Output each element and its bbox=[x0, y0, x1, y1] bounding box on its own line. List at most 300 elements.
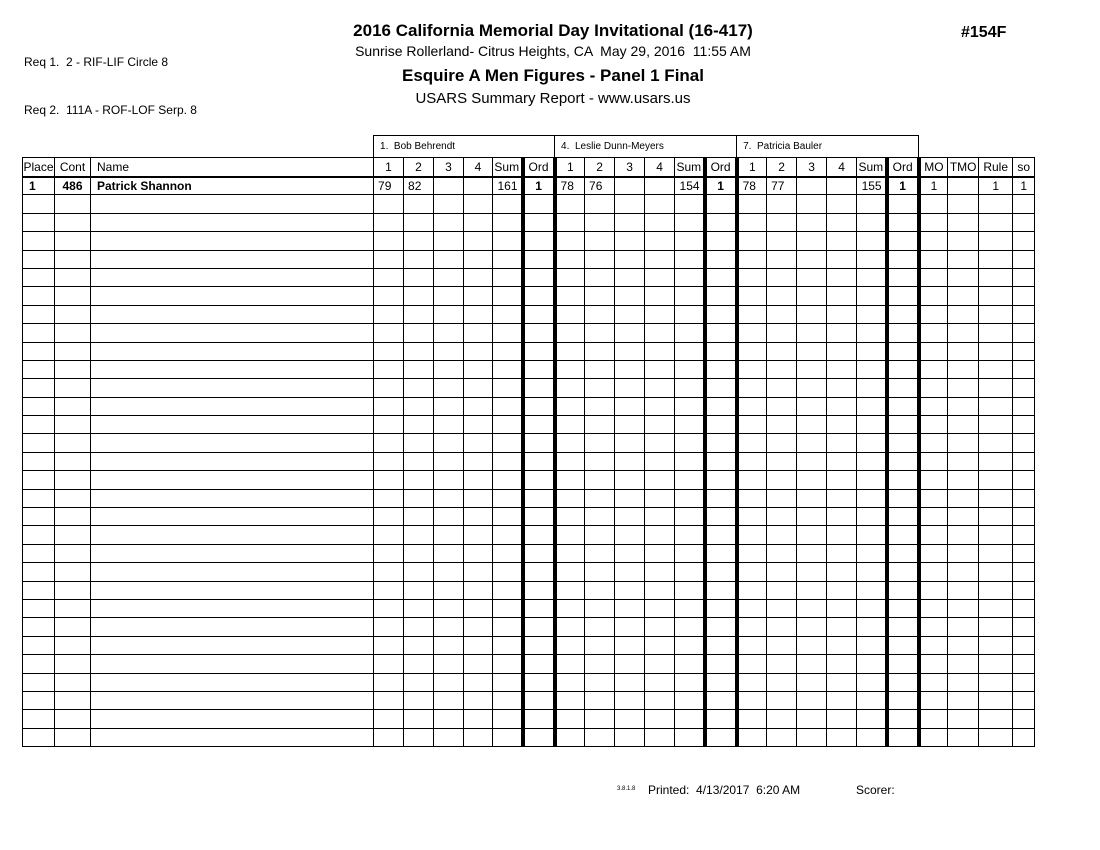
score-cell bbox=[767, 728, 797, 746]
empty-row bbox=[23, 618, 1035, 636]
score-cell bbox=[374, 434, 404, 452]
tmo-cell bbox=[948, 434, 979, 452]
score-cell bbox=[374, 397, 404, 415]
sum-cell bbox=[493, 655, 523, 673]
score-cell bbox=[827, 655, 857, 673]
empty-row bbox=[23, 544, 1035, 562]
event-number: #154F bbox=[961, 24, 1007, 41]
sum-cell bbox=[493, 397, 523, 415]
sum-cell bbox=[857, 397, 887, 415]
mo-cell bbox=[919, 618, 948, 636]
ord-cell bbox=[523, 379, 555, 397]
empty-row bbox=[23, 360, 1035, 378]
rule-cell bbox=[979, 268, 1013, 286]
mo-cell bbox=[919, 195, 948, 213]
name-cell bbox=[91, 360, 374, 378]
sum-cell: 155 bbox=[857, 177, 887, 195]
score-cell bbox=[585, 618, 615, 636]
name-cell bbox=[91, 342, 374, 360]
score-cell bbox=[615, 655, 645, 673]
ord-cell: 1 bbox=[705, 177, 737, 195]
name-cell bbox=[91, 599, 374, 617]
score-cell bbox=[615, 305, 645, 323]
score-cell bbox=[404, 710, 434, 728]
ord-cell bbox=[523, 324, 555, 342]
score-cell bbox=[555, 287, 585, 305]
score-column-header: 4 bbox=[464, 158, 493, 177]
name-cell bbox=[91, 232, 374, 250]
mo-cell bbox=[919, 691, 948, 709]
score-cell bbox=[797, 636, 827, 654]
place-cell bbox=[23, 379, 55, 397]
tmo-cell bbox=[948, 636, 979, 654]
score-cell bbox=[555, 360, 585, 378]
ord-column-header: Ord bbox=[705, 158, 737, 177]
score-cell bbox=[645, 232, 675, 250]
score-cell bbox=[434, 655, 464, 673]
name-cell bbox=[91, 324, 374, 342]
ord-cell bbox=[705, 691, 737, 709]
rule-cell bbox=[979, 250, 1013, 268]
score-cell bbox=[827, 360, 857, 378]
cont-cell bbox=[55, 287, 91, 305]
score-cell bbox=[797, 471, 827, 489]
cont-cell bbox=[55, 636, 91, 654]
so-cell bbox=[1013, 673, 1035, 691]
score-cell bbox=[797, 544, 827, 562]
mo-cell bbox=[919, 544, 948, 562]
score-cell bbox=[434, 416, 464, 434]
score-cell bbox=[404, 287, 434, 305]
score-cell bbox=[555, 710, 585, 728]
rule-cell bbox=[979, 655, 1013, 673]
ord-cell bbox=[887, 379, 919, 397]
score-cell bbox=[645, 728, 675, 746]
sum-cell bbox=[675, 452, 705, 470]
ord-cell bbox=[887, 397, 919, 415]
sum-cell bbox=[493, 489, 523, 507]
score-cell bbox=[585, 728, 615, 746]
ord-cell bbox=[705, 636, 737, 654]
sum-cell bbox=[493, 599, 523, 617]
score-cell bbox=[827, 710, 857, 728]
score-cell bbox=[555, 691, 585, 709]
score-cell bbox=[374, 342, 404, 360]
so-cell bbox=[1013, 563, 1035, 581]
score-cell bbox=[555, 728, 585, 746]
mo-cell bbox=[919, 379, 948, 397]
name-cell bbox=[91, 434, 374, 452]
rule-cell bbox=[979, 287, 1013, 305]
score-cell bbox=[585, 324, 615, 342]
score-cell bbox=[434, 489, 464, 507]
score-cell bbox=[464, 508, 493, 526]
score-cell bbox=[374, 379, 404, 397]
tmo-cell bbox=[948, 268, 979, 286]
tmo-cell bbox=[948, 710, 979, 728]
so-cell bbox=[1013, 471, 1035, 489]
place-cell bbox=[23, 636, 55, 654]
score-cell bbox=[374, 416, 404, 434]
score-cell bbox=[767, 655, 797, 673]
score-cell bbox=[767, 287, 797, 305]
score-cell bbox=[374, 618, 404, 636]
score-cell bbox=[464, 397, 493, 415]
ord-cell bbox=[887, 305, 919, 323]
score-cell bbox=[615, 416, 645, 434]
mo-cell bbox=[919, 416, 948, 434]
score-cell bbox=[404, 581, 434, 599]
score-cell bbox=[737, 397, 767, 415]
tmo-cell bbox=[948, 544, 979, 562]
rule-cell bbox=[979, 563, 1013, 581]
sum-cell bbox=[493, 618, 523, 636]
sum-cell bbox=[857, 710, 887, 728]
score-cell bbox=[434, 434, 464, 452]
empty-row bbox=[23, 379, 1035, 397]
score-cell bbox=[767, 232, 797, 250]
ord-cell: 1 bbox=[887, 177, 919, 195]
place-cell bbox=[23, 324, 55, 342]
ord-cell bbox=[705, 360, 737, 378]
sum-cell: 161 bbox=[493, 177, 523, 195]
score-cell bbox=[404, 342, 434, 360]
score-cell bbox=[645, 618, 675, 636]
ord-cell bbox=[887, 489, 919, 507]
score-cell bbox=[585, 673, 615, 691]
score-cell bbox=[464, 563, 493, 581]
score-cell: 76 bbox=[585, 177, 615, 195]
ord-cell bbox=[523, 434, 555, 452]
cont-cell bbox=[55, 728, 91, 746]
score-cell bbox=[645, 581, 675, 599]
score-cell bbox=[434, 195, 464, 213]
name-cell bbox=[91, 691, 374, 709]
rule-cell bbox=[979, 379, 1013, 397]
score-cell bbox=[404, 471, 434, 489]
score-cell bbox=[797, 379, 827, 397]
score-cell bbox=[737, 710, 767, 728]
score-cell bbox=[827, 416, 857, 434]
score-cell bbox=[404, 397, 434, 415]
so-cell bbox=[1013, 599, 1035, 617]
mo-cell bbox=[919, 508, 948, 526]
sum-cell bbox=[857, 305, 887, 323]
judge-group-header: 7. Patricia Bauler bbox=[737, 136, 919, 158]
sum-cell bbox=[857, 250, 887, 268]
score-cell bbox=[585, 434, 615, 452]
place-cell bbox=[23, 673, 55, 691]
score-cell bbox=[374, 544, 404, 562]
tmo-cell bbox=[948, 452, 979, 470]
place-cell bbox=[23, 563, 55, 581]
ord-cell bbox=[523, 305, 555, 323]
sum-cell bbox=[493, 563, 523, 581]
place-cell bbox=[23, 489, 55, 507]
score-cell bbox=[464, 544, 493, 562]
score-cell bbox=[827, 397, 857, 415]
score-cell bbox=[374, 360, 404, 378]
tmo-cell bbox=[948, 379, 979, 397]
empty-row bbox=[23, 728, 1035, 746]
score-cell bbox=[555, 434, 585, 452]
ord-cell bbox=[705, 655, 737, 673]
score-cell bbox=[615, 434, 645, 452]
score-cell bbox=[555, 526, 585, 544]
name-cell bbox=[91, 268, 374, 286]
score-cell bbox=[767, 691, 797, 709]
ord-cell bbox=[705, 305, 737, 323]
score-cell bbox=[827, 728, 857, 746]
cont-cell bbox=[55, 508, 91, 526]
cont-cell bbox=[55, 581, 91, 599]
sum-cell bbox=[493, 581, 523, 599]
ord-cell bbox=[523, 489, 555, 507]
cont-cell bbox=[55, 379, 91, 397]
rule-cell bbox=[979, 232, 1013, 250]
mo-cell bbox=[919, 287, 948, 305]
cont-cell bbox=[55, 544, 91, 562]
rule-cell bbox=[979, 489, 1013, 507]
empty-row bbox=[23, 599, 1035, 617]
score-cell bbox=[645, 305, 675, 323]
score-cell bbox=[737, 416, 767, 434]
score-column-header: 2 bbox=[585, 158, 615, 177]
ord-cell bbox=[523, 342, 555, 360]
sum-cell bbox=[675, 508, 705, 526]
score-cell bbox=[434, 471, 464, 489]
so-cell bbox=[1013, 342, 1035, 360]
score-cell bbox=[827, 471, 857, 489]
sum-cell bbox=[675, 379, 705, 397]
tmo-cell bbox=[948, 250, 979, 268]
score-cell bbox=[585, 471, 615, 489]
ord-cell bbox=[887, 599, 919, 617]
sum-cell bbox=[675, 526, 705, 544]
score-cell bbox=[434, 599, 464, 617]
ord-cell bbox=[523, 471, 555, 489]
ord-cell bbox=[523, 710, 555, 728]
ord-cell bbox=[887, 618, 919, 636]
sum-cell bbox=[675, 489, 705, 507]
so-cell bbox=[1013, 489, 1035, 507]
sum-cell bbox=[493, 526, 523, 544]
sum-cell bbox=[493, 728, 523, 746]
mo-cell bbox=[919, 471, 948, 489]
ord-cell bbox=[705, 452, 737, 470]
empty-row bbox=[23, 416, 1035, 434]
score-cell bbox=[404, 728, 434, 746]
score-cell bbox=[797, 563, 827, 581]
cont-cell bbox=[55, 397, 91, 415]
so-cell bbox=[1013, 581, 1035, 599]
score-cell bbox=[827, 563, 857, 581]
score-cell bbox=[797, 581, 827, 599]
sum-cell bbox=[493, 213, 523, 231]
so-cell bbox=[1013, 250, 1035, 268]
empty-row bbox=[23, 636, 1035, 654]
score-cell bbox=[797, 287, 827, 305]
score-cell bbox=[555, 195, 585, 213]
sum-cell bbox=[493, 250, 523, 268]
cont-cell bbox=[55, 452, 91, 470]
score-cell bbox=[827, 599, 857, 617]
ord-cell bbox=[523, 232, 555, 250]
empty-row bbox=[23, 471, 1035, 489]
score-cell bbox=[797, 434, 827, 452]
score-cell bbox=[767, 342, 797, 360]
score-cell bbox=[767, 213, 797, 231]
ord-cell bbox=[705, 434, 737, 452]
score-cell bbox=[434, 360, 464, 378]
sum-cell bbox=[857, 471, 887, 489]
score-cell bbox=[585, 195, 615, 213]
sum-cell bbox=[493, 232, 523, 250]
cont-cell bbox=[55, 710, 91, 728]
name-cell bbox=[91, 544, 374, 562]
sum-cell bbox=[493, 195, 523, 213]
score-cell bbox=[797, 673, 827, 691]
score-cell bbox=[434, 397, 464, 415]
ord-cell bbox=[887, 342, 919, 360]
score-cell bbox=[615, 232, 645, 250]
score-cell bbox=[767, 508, 797, 526]
cont-cell bbox=[55, 250, 91, 268]
title-block bbox=[0, 21, 1100, 107]
score-cell bbox=[797, 728, 827, 746]
score-cell bbox=[797, 397, 827, 415]
empty-row bbox=[23, 232, 1035, 250]
sum-cell bbox=[675, 710, 705, 728]
sum-cell bbox=[675, 232, 705, 250]
place-cell bbox=[23, 691, 55, 709]
score-cell bbox=[404, 324, 434, 342]
mo-cell bbox=[919, 673, 948, 691]
score-cell bbox=[767, 618, 797, 636]
score-cell bbox=[797, 599, 827, 617]
place-cell bbox=[23, 213, 55, 231]
ord-cell bbox=[705, 324, 737, 342]
score-cell bbox=[404, 195, 434, 213]
ord-cell bbox=[705, 195, 737, 213]
score-cell bbox=[645, 636, 675, 654]
judge-group-header: 4. Leslie Dunn-Meyers bbox=[555, 136, 737, 158]
ord-cell bbox=[705, 250, 737, 268]
score-cell bbox=[737, 655, 767, 673]
ord-cell bbox=[887, 213, 919, 231]
score-cell bbox=[827, 489, 857, 507]
score-cell bbox=[555, 452, 585, 470]
ord-cell bbox=[523, 508, 555, 526]
empty-row bbox=[23, 213, 1035, 231]
score-cell bbox=[645, 434, 675, 452]
score-cell: 78 bbox=[737, 177, 767, 195]
name-cell bbox=[91, 250, 374, 268]
place-cell bbox=[23, 360, 55, 378]
score-cell bbox=[374, 287, 404, 305]
empty-row bbox=[23, 563, 1035, 581]
score-cell bbox=[827, 379, 857, 397]
score-cell bbox=[555, 581, 585, 599]
score-cell bbox=[555, 636, 585, 654]
name-cell bbox=[91, 213, 374, 231]
score-cell bbox=[645, 471, 675, 489]
sum-cell bbox=[675, 544, 705, 562]
score-column-header: 1 bbox=[374, 158, 404, 177]
band-spacer-left bbox=[23, 136, 374, 158]
tmo-cell bbox=[948, 287, 979, 305]
mo-cell bbox=[919, 268, 948, 286]
sum-cell bbox=[493, 268, 523, 286]
cont-cell bbox=[55, 434, 91, 452]
cont-column-header: Cont bbox=[55, 158, 91, 177]
empty-row bbox=[23, 489, 1035, 507]
score-cell bbox=[374, 452, 404, 470]
ord-cell bbox=[887, 581, 919, 599]
score-cell bbox=[737, 673, 767, 691]
score-cell bbox=[737, 581, 767, 599]
mo-cell bbox=[919, 305, 948, 323]
rule-cell: 1 bbox=[979, 177, 1013, 195]
place-cell bbox=[23, 728, 55, 746]
ord-cell bbox=[887, 268, 919, 286]
score-cell bbox=[464, 324, 493, 342]
name-cell bbox=[91, 526, 374, 544]
ord-cell bbox=[887, 324, 919, 342]
ord-cell bbox=[887, 526, 919, 544]
place-cell bbox=[23, 599, 55, 617]
tmo-cell bbox=[948, 691, 979, 709]
score-cell bbox=[555, 379, 585, 397]
score-cell bbox=[827, 213, 857, 231]
sum-cell bbox=[675, 636, 705, 654]
ord-cell bbox=[705, 508, 737, 526]
judge-group-header: 1. Bob Behrendt bbox=[374, 136, 555, 158]
score-cell bbox=[827, 250, 857, 268]
score-cell bbox=[615, 489, 645, 507]
score-cell bbox=[615, 213, 645, 231]
ord-cell bbox=[705, 599, 737, 617]
name-cell bbox=[91, 379, 374, 397]
ord-cell bbox=[887, 471, 919, 489]
sum-cell bbox=[493, 379, 523, 397]
score-cell bbox=[464, 268, 493, 286]
score-cell bbox=[434, 508, 464, 526]
mo-cell bbox=[919, 489, 948, 507]
tmo-cell bbox=[948, 526, 979, 544]
rule-cell bbox=[979, 416, 1013, 434]
score-cell bbox=[737, 213, 767, 231]
score-cell bbox=[585, 213, 615, 231]
sum-cell bbox=[675, 563, 705, 581]
score-cell bbox=[404, 232, 434, 250]
name-cell bbox=[91, 508, 374, 526]
ord-cell bbox=[887, 508, 919, 526]
score-cell bbox=[585, 360, 615, 378]
so-cell: 1 bbox=[1013, 177, 1035, 195]
so-cell bbox=[1013, 508, 1035, 526]
score-cell bbox=[615, 397, 645, 415]
score-cell: 77 bbox=[767, 177, 797, 195]
score-cell bbox=[797, 710, 827, 728]
rule-cell bbox=[979, 618, 1013, 636]
cont-cell bbox=[55, 655, 91, 673]
sum-cell bbox=[675, 728, 705, 746]
sum-cell bbox=[675, 250, 705, 268]
mo-cell bbox=[919, 232, 948, 250]
name-cell bbox=[91, 618, 374, 636]
so-cell bbox=[1013, 452, 1035, 470]
